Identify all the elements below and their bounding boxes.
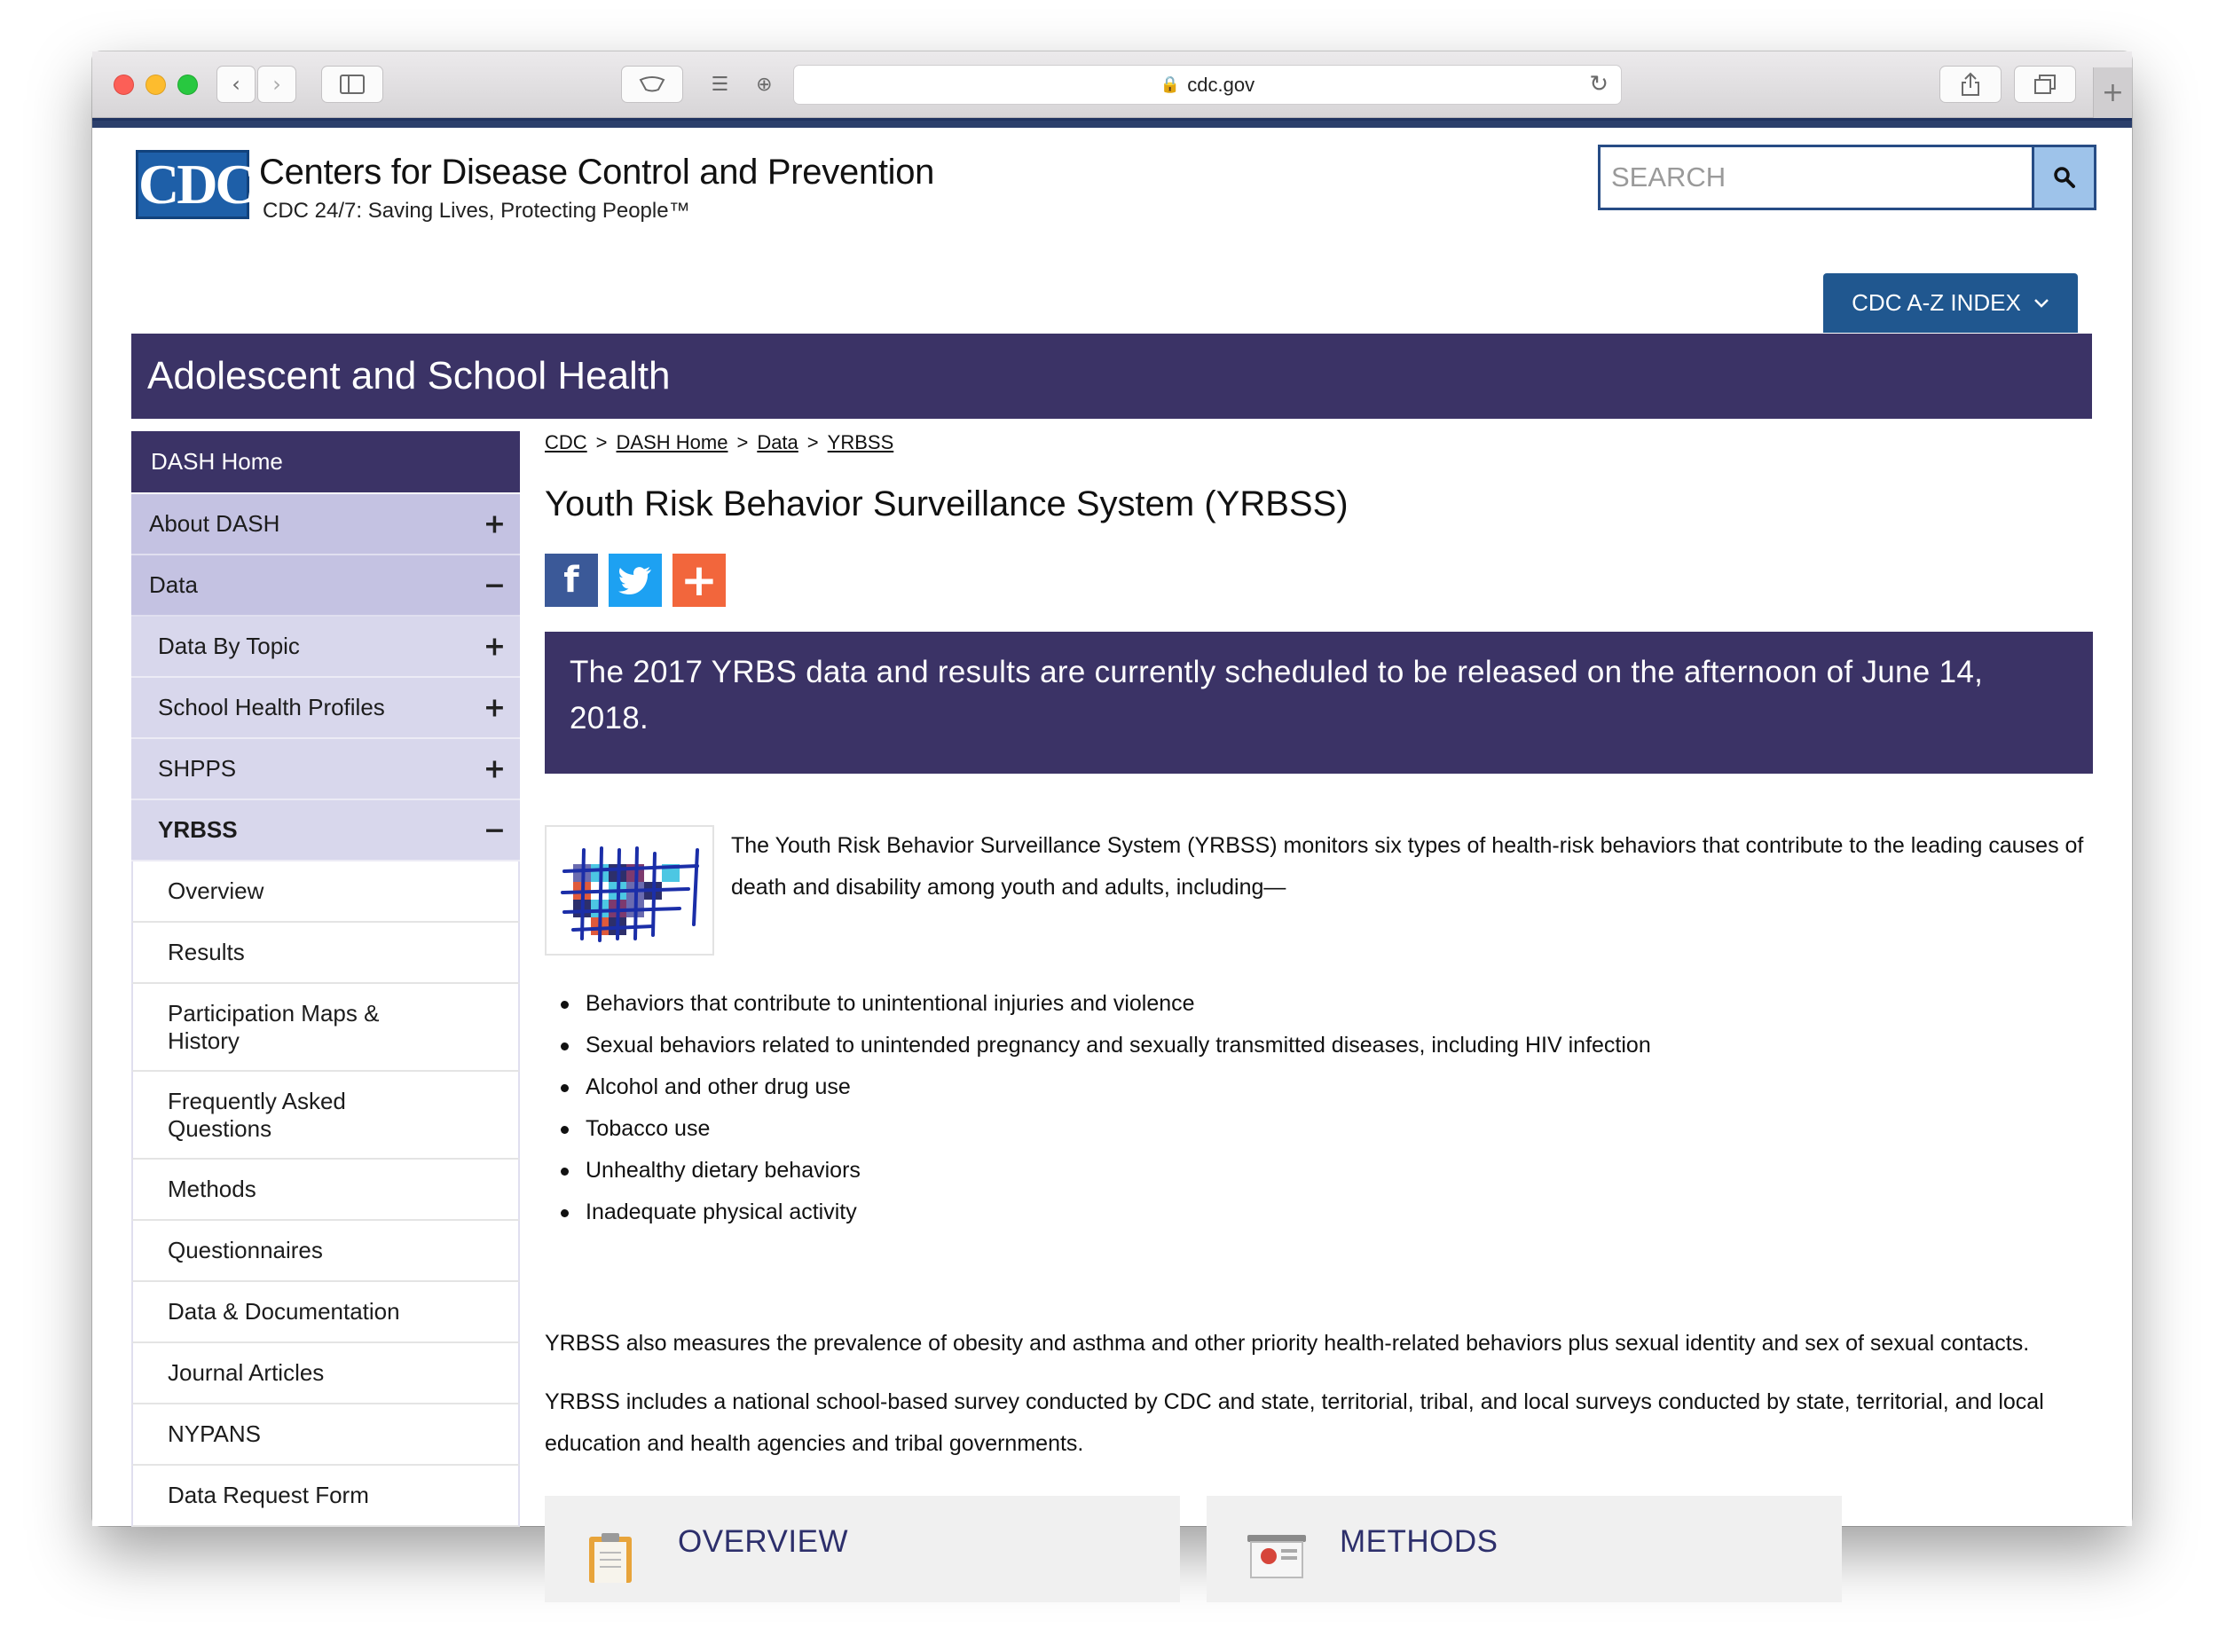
cdc-logo-text: CDC [138,153,254,216]
site-title[interactable]: Adolescent and School Health [147,354,671,397]
plus-icon: + [2101,77,2125,108]
list-item: Sexual behaviors related to unintended pregnancy and sexually transmitted diseases, including HIV infection [545,1025,1651,1066]
methods-card[interactable] [1207,1496,1842,1602]
web-page [92,128,2132,1559]
collapse-icon[interactable]: − [483,814,506,846]
methods-card-title: METHODS [1340,1524,1498,1559]
share-button[interactable] [1939,66,2002,103]
sidebar-item-journal-articles[interactable] [131,1343,520,1404]
sidebar-item-label: School Health Profiles [158,694,385,720]
clipboard-icon [584,1530,637,1583]
sidebar-item-label: About DASH [149,510,280,537]
page-title: Youth Risk Behavior Surveillance System (YRBSS) [545,484,1349,523]
behavior-list [545,983,1651,1233]
sidebar-item-yrbss[interactable] [131,800,520,861]
facebook-share-button[interactable] [545,554,598,607]
sidebar-item-data-request-form[interactable] [131,1466,520,1527]
twitter-icon [618,566,652,594]
breadcrumb-cdc[interactable]: CDC [545,431,587,453]
expand-icon[interactable]: + [483,692,506,723]
chevron-left-icon: ‹ [232,72,240,97]
reader-controls [697,66,786,103]
paragraph-surveys: YRBSS includes a national school-based survey conducted by CDC and state, territorial, tribal, and local surveys conducted by state, territorial, and local education and health agencies and tribal governments. [545,1389,2044,1456]
paragraph-measures: YRBSS also measures the prevalence of obesity and asthma and other priority health-related behaviors plus sexual identity and sex of sexual contacts. [545,1331,2030,1356]
address-text: cdc.gov [1187,73,1255,96]
forward-button[interactable] [257,66,296,103]
sidebar-item-label: DASH Home [151,448,283,475]
sidebar-icon [340,75,365,94]
breadcrumb-yrbss[interactable]: YRBSS [827,431,894,453]
sidebar-item-dash-home[interactable] [131,431,520,494]
sidebar-item-label: Data & Documentation [168,1298,400,1325]
sidebar-item-data[interactable] [131,555,520,617]
site-top-bar [92,118,2132,128]
browser-toolbar [92,51,2132,118]
reload-icon[interactable]: ↻ [1589,71,1608,98]
sidebar-item-label: Data [149,571,198,598]
lock-icon: 🔒 [1160,75,1181,94]
browser-window [92,51,2132,1559]
expand-icon[interactable]: + [483,631,506,662]
sidebar-item-overview[interactable] [131,861,520,923]
sidebar-item-label: Overview [168,877,264,904]
sidebar-item-label: Results [168,939,245,965]
sidebar-item-nypans[interactable] [131,1404,520,1466]
sidebar-nav [131,431,520,1527]
sidebar-item-methods[interactable] [131,1160,520,1221]
sidebar-item-questionnaires[interactable] [131,1221,520,1282]
search-form [1598,145,2096,210]
az-index-label: CDC A-Z INDEX [1852,289,2021,316]
yrbss-grid-icon [547,827,712,954]
breadcrumb-separator: > [806,431,819,453]
org-name[interactable]: Centers for Disease Control and Prevention [259,153,935,192]
site-banner [131,334,2092,419]
sidebar-item-results[interactable] [131,923,520,984]
expand-icon[interactable]: + [483,508,506,539]
sidebar-item-label: Methods [168,1176,256,1202]
breadcrumb-data[interactable]: Data [757,431,798,453]
breadcrumb [545,431,893,454]
sidebar-item-data-documentation[interactable] [131,1282,520,1343]
list-item: Unhealthy dietary behaviors [545,1150,1651,1192]
shield-icon [639,75,665,93]
twitter-share-button[interactable] [609,554,662,607]
sidebar-item-label: YRBSS [158,816,238,843]
search-icon [2053,166,2076,189]
sidebar-item-label: Data By Topic [158,633,300,659]
list-item: Alcohol and other drug use [545,1066,1651,1108]
collapse-icon[interactable]: − [483,570,506,601]
minimize-window-button[interactable] [146,75,166,95]
new-tab-button[interactable] [2093,67,2132,118]
tabs-icon [2033,74,2057,95]
sidebar-item-about-dash[interactable] [131,494,520,555]
sidebar-item-school-health-profiles[interactable] [131,678,520,739]
close-window-button[interactable] [114,75,134,95]
sidebar-item-label: Participation Maps & History [168,999,380,1054]
sidebar-item-faq[interactable] [131,1072,520,1160]
social-share [545,554,726,607]
add-icon[interactable]: ⊕ [756,73,773,96]
reader-icon[interactable]: ☰ [711,73,729,96]
tabs-overview-button[interactable] [2014,66,2076,103]
search-button[interactable] [2032,147,2094,208]
sidebar-item-label: Questionnaires [168,1237,323,1263]
chevron-down-icon [2033,298,2049,309]
cdc-logo[interactable] [136,150,254,219]
facebook-icon: f [563,560,579,601]
yrbss-logo [545,825,714,956]
list-item: Behaviors that contribute to unintentional injuries and violence [545,983,1651,1025]
sidebar-item-label: Data Request Form [168,1482,369,1508]
search-input[interactable] [1601,147,2032,208]
screen-icon [1246,1530,1308,1583]
list-item: Inadequate physical activity [545,1192,1651,1233]
overview-card[interactable] [545,1496,1180,1602]
sidebar-item-label: NYPANS [168,1420,261,1447]
sidebar-item-label: Frequently Asked Questions [168,1087,346,1142]
share-icon [1961,72,1980,97]
breadcrumb-dash-home[interactable]: DASH Home [616,431,728,453]
list-item: Tobacco use [545,1108,1651,1150]
chevron-right-icon: › [272,72,281,97]
expand-icon[interactable]: + [483,753,506,784]
sidebar-item-participation-maps[interactable] [131,984,520,1072]
plus-icon: + [680,555,718,606]
back-button[interactable] [216,66,256,103]
zoom-window-button[interactable] [177,75,198,95]
overview-card-title: OVERVIEW [678,1524,849,1559]
breadcrumb-separator: > [595,431,608,453]
sidebar-item-label: Journal Articles [168,1359,325,1386]
shield-button[interactable] [621,66,683,103]
breadcrumb-separator: > [736,431,749,453]
intro-text: The Youth Risk Behavior Surveillance System (YRBSS) monitors six types of health-risk behaviors that contribute to the leading causes of death and disability among youth and adults, including— [731,833,2084,900]
release-callout: The 2017 YRBS data and results are currently scheduled to be released on the afternoon of June 14, 2018. [545,632,2093,774]
tagline: CDC 24/7: Saving Lives, Protecting People™ [263,199,690,223]
sidebar-item-shpps[interactable] [131,739,520,800]
sidebar-item-data-by-topic[interactable] [131,617,520,678]
sidebar-toggle-button[interactable] [321,66,383,103]
sidebar-item-label: SHPPS [158,755,237,782]
address-bar[interactable] [793,65,1622,105]
addthis-share-button[interactable] [672,554,726,607]
az-index-button[interactable] [1823,273,2078,333]
